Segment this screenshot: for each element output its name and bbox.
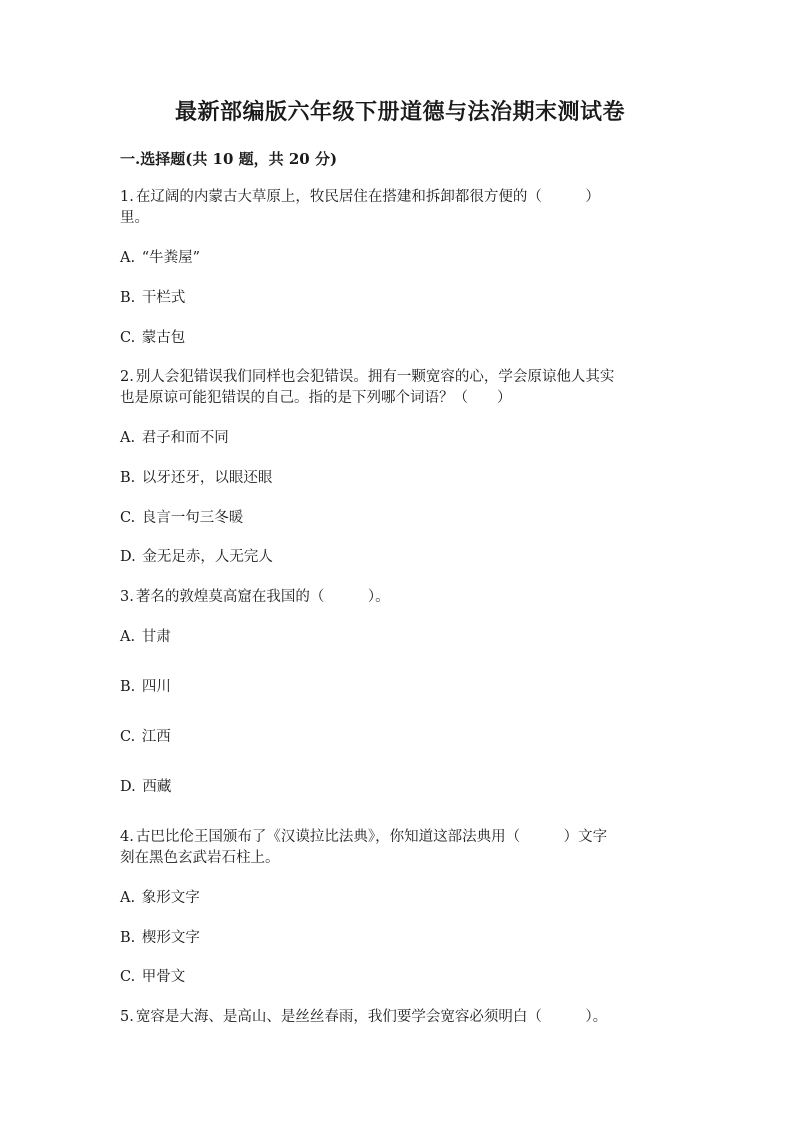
question-3-option-d xyxy=(120,776,680,798)
option-text: 蒙古包 xyxy=(141,330,186,346)
question-number: 1. xyxy=(120,189,134,205)
option-key: D. xyxy=(120,549,136,565)
question-4-option-a xyxy=(120,887,680,909)
question-number: 3. xyxy=(120,589,134,605)
option-key: A. xyxy=(120,430,136,446)
question-4-line-2: 刻在黑色玄武岩石柱上。 xyxy=(120,850,280,866)
page-title: 最新部编版六年级下册道德与法治期末测试卷 xyxy=(174,99,625,125)
option-key: B. xyxy=(120,679,136,695)
option-key: C. xyxy=(120,969,136,985)
question-number: 4. xyxy=(120,829,134,845)
option-key: C. xyxy=(120,729,136,745)
question-1-line-2: 里。 xyxy=(120,210,149,226)
question-1-option-a xyxy=(120,247,680,269)
question-number: 5. xyxy=(120,1009,134,1025)
question-number: 2. xyxy=(120,369,134,385)
section-heading: 一.选择题(共 10 题，共 20 分) xyxy=(120,150,338,168)
option-key: C. xyxy=(120,330,136,346)
question-1-option-c xyxy=(120,327,680,349)
question-1-option-b xyxy=(120,287,680,309)
question-3-option-c xyxy=(120,726,680,748)
question-4-option-b xyxy=(120,927,680,949)
question-2-option-c xyxy=(120,507,680,529)
question-text: 在辽阔的内蒙古大草原上，牧民居住在搭建和拆卸都很方便的（ ） xyxy=(135,189,600,205)
question-2-line-1 xyxy=(120,366,680,388)
question-3-line-1 xyxy=(120,586,680,608)
question-text: 别人会犯错误我们同样也会犯错误。拥有一颗宽容的心，学会原谅他人其实 xyxy=(135,369,615,385)
option-key: A. xyxy=(120,890,136,906)
option-text: 君子和而不同 xyxy=(141,430,229,446)
option-key: A. xyxy=(120,250,136,266)
option-text: 金无足赤，人无完人 xyxy=(142,549,273,565)
option-text: 江西 xyxy=(141,729,171,745)
option-text: 干栏式 xyxy=(141,290,186,306)
question-2-line-2: 也是原谅可能犯错误的自己。指的是下列哪个词语？（ ） xyxy=(120,390,512,406)
question-2-option-d xyxy=(120,546,680,568)
question-3-option-a xyxy=(120,626,680,648)
question-text: 古巴比伦王国颁布了《汉谟拉比法典》，你知道这部法典用（ ）文字 xyxy=(135,829,608,845)
question-text: 宽容是大海、是高山、是丝丝春雨，我们要学会宽容必须明白（ ）。 xyxy=(135,1009,608,1025)
option-key: A. xyxy=(120,629,136,645)
question-2-option-a xyxy=(120,427,680,449)
option-key: B. xyxy=(120,930,136,946)
question-2-option-b xyxy=(120,467,680,489)
option-key: B. xyxy=(120,290,136,306)
option-text: 甲骨文 xyxy=(141,969,186,985)
option-text: 以牙还牙，以眼还眼 xyxy=(141,470,273,486)
option-text: “牛粪屋” xyxy=(141,250,201,266)
option-text: 楔形文字 xyxy=(141,930,200,946)
option-text: 甘肃 xyxy=(141,629,171,645)
question-3-option-b xyxy=(120,676,680,698)
option-text: 四川 xyxy=(141,679,171,695)
option-key: D. xyxy=(120,779,136,795)
question-1-line-1 xyxy=(120,186,680,208)
question-4-option-c xyxy=(120,966,680,988)
option-key: B. xyxy=(120,470,136,486)
question-5-line-1 xyxy=(120,1006,680,1028)
question-4-line-1 xyxy=(120,826,680,848)
option-text: 象形文字 xyxy=(141,890,200,906)
option-text: 西藏 xyxy=(142,779,172,795)
option-key: C. xyxy=(120,510,136,526)
question-text: 著名的敦煌莫高窟在我国的（ ）。 xyxy=(135,589,390,605)
option-text: 良言一句三冬暖 xyxy=(141,510,244,526)
